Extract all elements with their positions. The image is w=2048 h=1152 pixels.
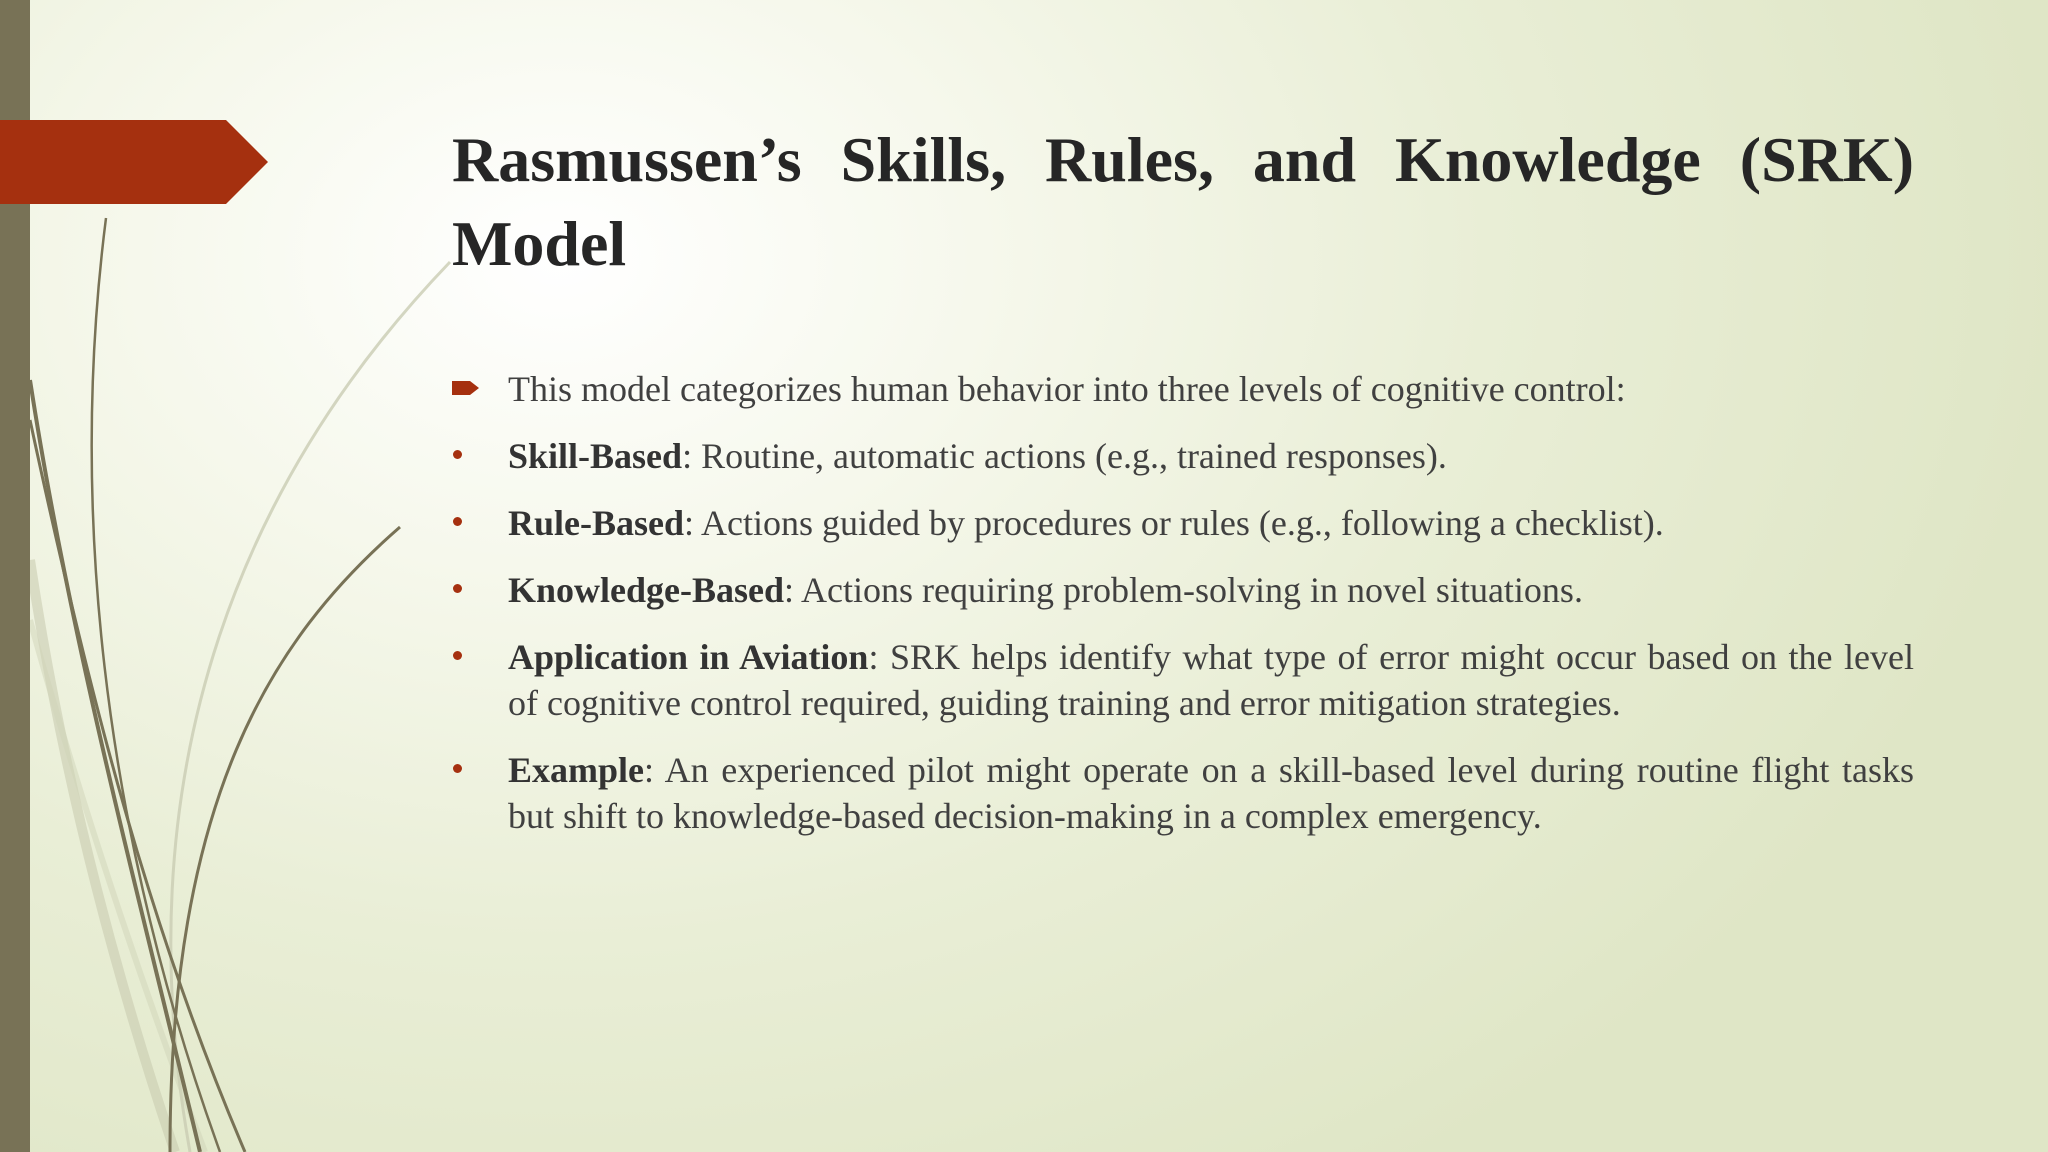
bullet-term: Knowledge-Based [508, 570, 785, 610]
arrow-bullet-icon [452, 366, 492, 412]
bullet-text: : SRK helps identify what type of error might occur based on the level of cognitive control required, guiding training and error mitigation strategies. [508, 637, 1914, 723]
bullet-dot-icon [452, 433, 492, 479]
bullet-dot-icon [452, 567, 492, 613]
bullet-skill-based [452, 433, 1914, 479]
bullet-text: : An experienced pilot might operate on a skill-based level during routine flight tasks but shift to knowledge-based decision-making in a complex emergency. [508, 750, 1914, 836]
bullet-term: Example [508, 750, 645, 790]
bullet-text: : Actions guided by procedures or rules (e.g., following a checklist). [684, 503, 1664, 543]
title-arrow-tag-icon [0, 120, 268, 204]
bullet-term: Rule-Based [508, 503, 685, 543]
bullet-text: : Actions requiring problem-solving in novel situations. [784, 570, 1583, 610]
bullet-dot-icon [452, 747, 492, 793]
bullet-dot-icon [452, 500, 492, 546]
intro-text: This model categorizes human behavior into three levels of cognitive control: [508, 369, 1626, 409]
bullet-term: Application in Aviation [508, 637, 869, 677]
bullet-list [452, 366, 1914, 860]
bullet-application-in-aviation [452, 634, 1914, 726]
intro-item [452, 366, 1914, 412]
bullet-rule-based [452, 500, 1914, 546]
slide-title: Rasmussen’s Skills, Rules, and Knowledge (SRK) Model [452, 124, 1914, 279]
bullet-term: Skill-Based [508, 436, 683, 476]
bullet-text: : Routine, automatic actions (e.g., trained responses). [682, 436, 1447, 476]
bullet-knowledge-based [452, 567, 1914, 613]
bullet-example [452, 747, 1914, 839]
bullet-dot-icon [452, 634, 492, 680]
